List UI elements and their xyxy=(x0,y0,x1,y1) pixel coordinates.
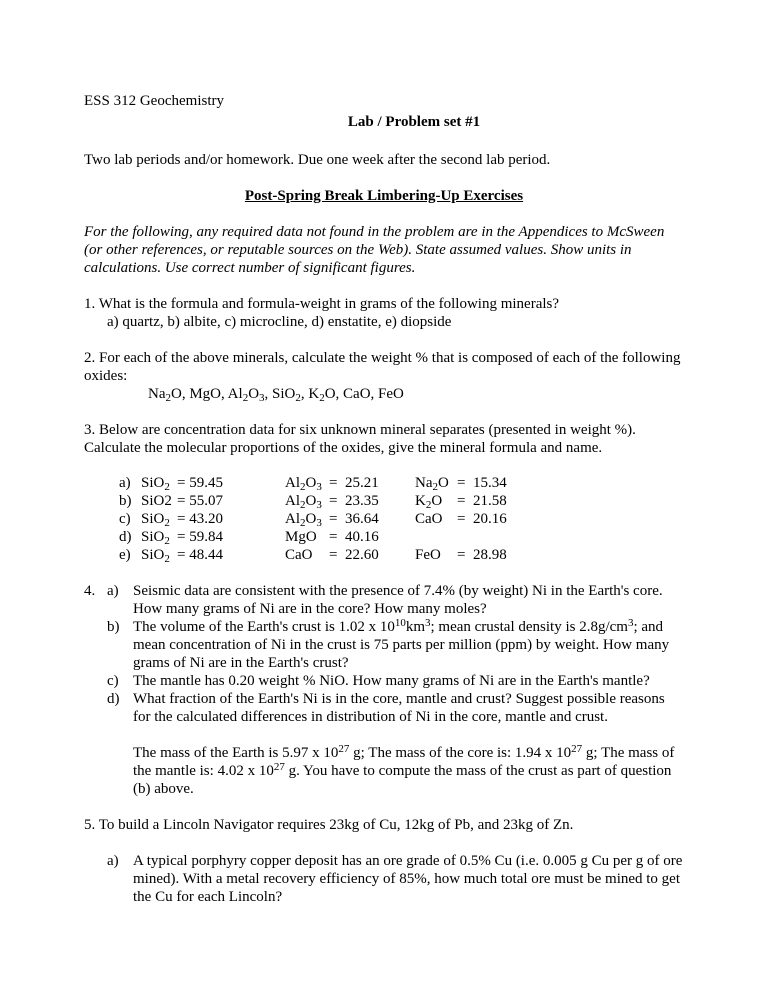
question-5a: a) A typical porphyry copper deposit has an ore grade of 0.5% Cu (i.e. 0.005 g Cu per g of ore mined). With a metal recovery efficiency of 85%, how much total ore must be mined to get the Cu for each Lincoln? xyxy=(107,853,683,905)
row-5-label: e) xyxy=(119,547,131,563)
earth-mass-note: The mass of the Earth is 5.97 x $10^{27}$ g; The mass of the core is: 1.94 x $10^{27}$ g; The mass of the mantle is: 4.02 x $10^{27}$ g. You have to compute the mass of the crust as part of question (b) above. xyxy=(133,743,675,797)
question-2-oxides xyxy=(84,385,684,403)
row-1-value-1: = 59.45 xyxy=(177,475,223,491)
row-4-oxide-2: MgO xyxy=(285,529,317,545)
question-4 xyxy=(84,582,684,798)
row-2-oxide-1: SiO2 xyxy=(141,493,172,509)
row-4-value-1: = 59.84 xyxy=(177,529,223,545)
row-2-value-2: = 23.35 xyxy=(329,493,379,509)
question-4d: d) What fraction of the Earth's Ni is in the core, mantle and crust? Suggest possible reasons for the calculated differences in distribution of Ni in the core, mantle and crust. xyxy=(107,691,665,725)
row-4-oxide-1: SiO$_2$ xyxy=(141,529,170,547)
row-4-oxide-3 xyxy=(415,528,457,546)
question-2: 2. For each of the above minerals, calculate the weight % that is composed of each of the following oxides: xyxy=(84,350,681,384)
row-4-value-3 xyxy=(457,528,527,546)
row-3-oxide-1: SiO$_2$ xyxy=(141,511,170,529)
question-4-number: 4. xyxy=(84,583,96,599)
row-5-value-3: = 28.98 xyxy=(457,547,507,563)
row-2-value-1: = 55.07 xyxy=(177,493,223,509)
row-4-label: d) xyxy=(119,529,132,545)
row-2-oxide-3: $K_2O$ xyxy=(415,493,443,511)
row-5-value-2: = 22.60 xyxy=(329,547,379,563)
row-5-value-1: = 48.44 xyxy=(177,547,223,563)
row-2-label: b) xyxy=(119,493,132,509)
question-3: 3. Below are concentration data for six unknown mineral separates (presented in weight %). Calculate the molecular proportions of the oxides, give the mineral formula and name. xyxy=(84,422,636,456)
row-2-value-3: = 21.58 xyxy=(457,493,507,509)
row-1-oxide-2: $Al_2O_3$ xyxy=(285,475,322,493)
question-4c: c) The mantle has 0.20 weight % NiO. How many grams of Ni are in the Earth's mantle? xyxy=(107,673,650,689)
row-3-value-2: = 36.64 xyxy=(329,511,379,527)
question-1-minerals: a) quartz, b) albite, c) microcline, d) enstatite, e) diopside xyxy=(107,314,452,330)
concentration-table xyxy=(119,474,684,564)
row-3-oxide-3: CaO xyxy=(415,511,443,527)
row-1-oxide-1: SiO$_2$ xyxy=(141,475,170,493)
row-5-oxide-3: FeO xyxy=(415,547,441,563)
row-1-oxide-3: $Na_2O$ xyxy=(415,475,449,493)
row-3-value-1: = 43.20 xyxy=(177,511,223,527)
row-1-label: a) xyxy=(119,475,131,491)
question-4a: a) Seismic data are consistent with the presence of 7.4% (by weight) Ni in the Earth's core. How many grams of Ni are in the core? How many moles? xyxy=(107,583,663,617)
instructions-text: For the following, any required data not found in the problem are in the Appendices to McSween (or other references, or reputable sources on the Web). State assumed values. Show units in calculations. Use correct number of significant figures. xyxy=(84,224,665,276)
row-3-oxide-2: $Al_2O_3$ xyxy=(285,511,322,529)
row-1-value-2: = 25.21 xyxy=(329,475,379,491)
course-title: ESS 312 Geochemistry xyxy=(84,93,224,109)
question-5a-label: a) xyxy=(107,853,119,869)
oxides-list: $Na_2O$, MgO, $Al_2O_3$, SiO$_2$, $K_2O$, CaO, FeO xyxy=(148,386,404,404)
row-3-value-3: = 20.16 xyxy=(457,511,507,527)
row-2-oxide-2: $Al_2O_3$ xyxy=(285,493,322,511)
row-4-value-2: = 40.16 xyxy=(329,529,379,545)
row-3-label: c) xyxy=(119,511,131,527)
question-1: 1. What is the formula and formula-weight in grams of the following minerals? xyxy=(84,296,560,312)
row-5-oxide-1: SiO$_2$ xyxy=(141,547,170,565)
question-4b: b) The volume of the Earth's crust is 1.02 x $10^{10}km^3$; mean crustal density is $2.8g/cm^3$; and mean concentration of Ni in the crust is 75 parts per million (ppm) by weight. How many grams of Ni are in the Earth's crust? xyxy=(107,617,670,671)
row-1-value-3: = 15.34 xyxy=(457,475,507,491)
intro-text: Two lab periods and/or homework. Due one week after the second lab period. xyxy=(84,152,551,168)
row-5-oxide-2: CaO xyxy=(285,547,313,563)
question-5: 5. To build a Lincoln Navigator requires 23kg of Cu, 12kg of Pb, and 23kg of Zn. xyxy=(84,817,574,833)
problem-set-title: Lab / Problem set #1 xyxy=(347,114,481,130)
section-title: Post-Spring Break Limbering-Up Exercises xyxy=(244,188,524,204)
